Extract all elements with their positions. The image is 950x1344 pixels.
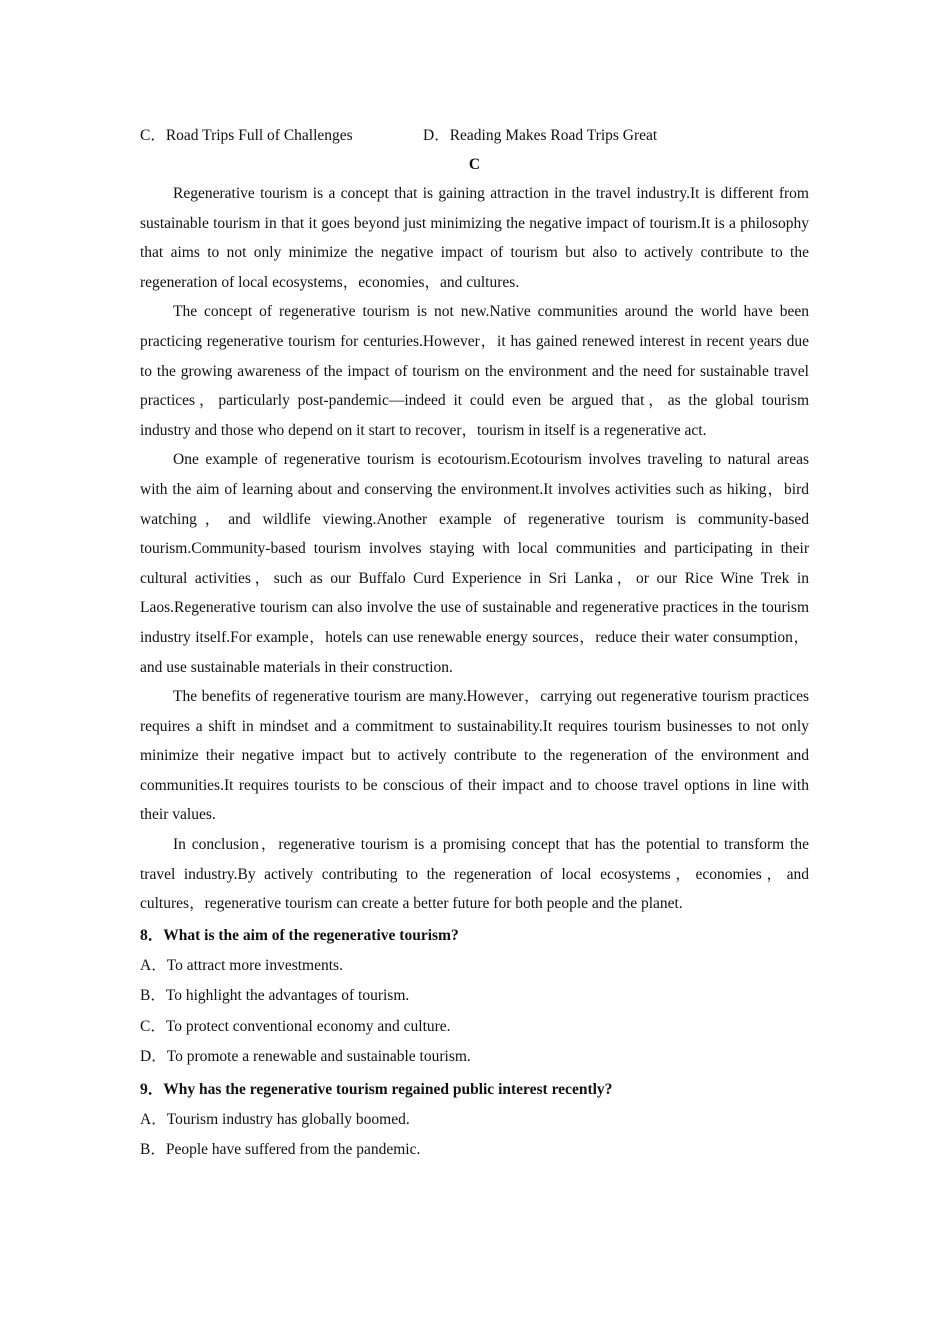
paragraph-3: One example of regenerative tourism is ecotourism.Ecotourism involves traveling to natural areas with the aim of learning about and conserving the environment.It involves activities such as hiking，bird watching，and wildlife viewing.Another example of regenerative tourism is community-based tourism.Community-based tourism involves staying with local communities and participating in their cultural activities，such as our Buffalo Curd Experience in Sri Lanka，or our Rice Wine Trek in Laos.Regenerative tourism can also involve the use of sustainable and regenerative practices in the tourism industry itself.For example，hotels can use renewable energy sources，reduce their water consumption，and use sustainable materials in their construction. xyxy=(140,451,809,676)
answer-option: A．Tourism industry has globally boomed. xyxy=(140,1110,410,1128)
section-label: C xyxy=(468,156,481,173)
answer-option: D．To promote a renewable and sustainable tourism. xyxy=(140,1048,471,1066)
question-9 xyxy=(140,1074,809,1166)
paragraph-1: Regenerative tourism is a concept that is gaining attraction in the travel industry.It is different from sustainable tourism in that it goes beyond just minimizing the negative impact of tourism.It is a philosophy that aims to not only minimize the negative impact of tourism but also to actively contribute to the regeneration of local ecosystems，economies，and cultures. xyxy=(140,185,809,291)
answer-option: C．To protect conventional economy and culture. xyxy=(140,1017,451,1035)
previous-question-options xyxy=(140,122,809,150)
question-stem: 9．Why has the regenerative tourism regained public interest recently? xyxy=(140,1080,613,1098)
option-c: C．Road Trips Full of Challenges xyxy=(140,127,353,144)
paragraph-4: The benefits of regenerative tourism are many.However，carrying out regenerative tourism practices requires a shift in mindset and a commitment to sustainability.It requires tourism businesses to not only minimize their negative impact but to actively contribute to the regeneration of the environment and communities.It requires tourists to be conscious of their impact and to choose travel options in line with their values. xyxy=(140,688,809,824)
document-page xyxy=(140,122,809,1166)
paragraph-5: In conclusion，regenerative tourism is a promising concept that has the potential to transform the travel industry.By actively contributing to the regeneration of local ecosystems，economies，and cultures，regenerative tourism can create a better future for both people and the planet. xyxy=(140,836,809,913)
option-d: D．Reading Makes Road Trips Great xyxy=(423,127,658,144)
answer-option: B．To highlight the advantages of tourism. xyxy=(140,987,410,1005)
answer-option: A．To attract more investments. xyxy=(140,956,343,974)
paragraph-2: The concept of regenerative tourism is not new.Native communities around the world have been practicing regenerative tourism for centuries.However，it has gained renewed interest in recent years due to the growing awareness of the impact of tourism on the environment and the need for sustainable travel practices，particularly post-pandemic—indeed it could even be argued that，as the global tourism industry and those who depend on it start to recover，tourism in itself is a regenerative act. xyxy=(140,303,809,439)
answer-option: B．People have suffered from the pandemic. xyxy=(140,1141,421,1159)
question-stem: 8．What is the aim of the regenerative tourism? xyxy=(140,926,459,944)
question-8 xyxy=(140,920,809,1073)
